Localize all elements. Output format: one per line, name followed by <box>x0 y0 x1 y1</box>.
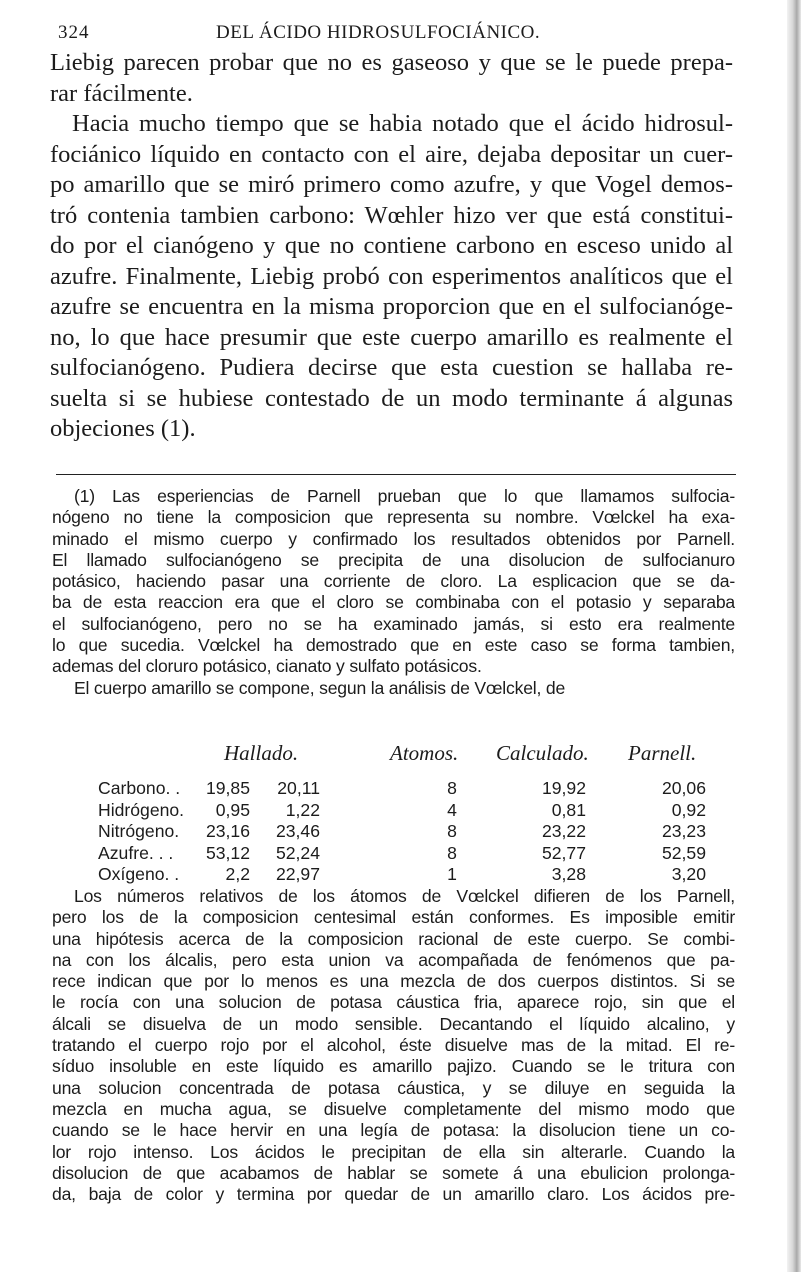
running-title: DEL ÁCIDO HIDROSULFOCIÁNICO. <box>216 22 541 43</box>
cell-calculado: 23,22 <box>541 821 586 841</box>
footnote-line: da, baja de color y termina por quedar de un amarillo claro. Los ácidos pre- <box>52 1184 735 1205</box>
row-label: Oxígeno. . <box>98 864 180 884</box>
cell-hallado-2: 23,46 <box>275 821 320 841</box>
footnote-line: álcali se disuelva de un modo sensible. Decantando el líquido alcalino, y <box>52 1013 735 1034</box>
cell-atomos: 8 <box>447 821 457 841</box>
cell-parnell: 23,23 <box>661 821 706 841</box>
cell-parnell: 3,20 <box>671 864 706 884</box>
footnote-line: El cuerpo amarillo se compone, segun la análisis de Vœlckel, de <box>74 677 566 698</box>
row-label: Hidrógeno. <box>98 799 185 820</box>
cell-hallado-2: 52,24 <box>275 842 320 863</box>
footnote-line: ba de esta reaccion era que el cloro se combinaba con el potasio y separaba <box>52 592 735 613</box>
main-line: do por el cianógeno y que no contiene carbono en esceso unido al <box>50 232 733 259</box>
footnote-divider <box>56 474 736 475</box>
footnote-line: síduo insoluble en este líquido es amarillo pajizo. Cuando se le tritura con <box>52 1056 735 1077</box>
footnote-line: una solucion concentrada de potasa cáustica, y se diluye en seguida la <box>52 1077 735 1098</box>
main-line: Hacia mucho tiempo que se habia notado que el ácido hidrosul- <box>72 110 733 137</box>
footnote-line: na con los álcalis, pero esta union va acompañada de fenómenos que pa- <box>52 949 735 970</box>
col-header-parnell: Parnell. <box>628 741 697 765</box>
page-edge-shadow <box>787 0 801 1272</box>
footnote-line: lor rojo intenso. Los ácidos le precipitan de ella sin alterarle. Cuando la <box>52 1141 735 1162</box>
footnote-line: rece indican que por lo menos es una mezcla de dos cuerpos distintos. Si se <box>52 971 735 992</box>
row-label: Azufre. . . <box>98 842 174 863</box>
cell-calculado: 19,92 <box>541 778 586 798</box>
cell-parnell: 0,92 <box>671 799 706 820</box>
page-number: 324 <box>58 22 90 43</box>
cell-hallado-2: 20,11 <box>277 778 320 798</box>
main-line: rar fácilmente. <box>50 79 193 107</box>
table-row <box>46 778 729 800</box>
row-label: Carbono. . <box>98 778 181 798</box>
main-line: po amarillo que se miró primero como azufre, y que Vogel demos- <box>50 171 733 198</box>
footnote-line: le rocía con una solucion de potasa cáustica fria, aparece rojo, sin que el <box>52 992 735 1013</box>
main-line: suelta si se hubiese contestado de un modo terminante á algunas <box>50 384 733 412</box>
footnote-line: pero los de la composicion centesimal están conformes. Es imposible emitir <box>52 907 735 928</box>
cell-hallado-1: 19,85 <box>205 778 250 798</box>
table-row <box>46 864 729 886</box>
footnote-line: potásico, haciendo pasar una corriente de cloro. La esplicacion que se da- <box>52 571 735 592</box>
cell-atomos: 8 <box>447 842 457 863</box>
footnote-line: ademas del cloruro potásico, cianato y sulfato potásicos. <box>52 656 482 677</box>
footnote-line: Los números relativos de los átomos de Vœlckel difieren de los Parnell, <box>74 886 735 906</box>
cell-calculado: 52,77 <box>541 842 586 863</box>
main-line: no, lo que hace presumir que este cuerpo amarillo es realmente el <box>50 323 733 351</box>
cell-hallado-2: 22,97 <box>275 864 320 884</box>
footnote-line: tratando el cuerpo rojo por el alcohol, éste disuelve mas de la mitad. El re- <box>52 1035 735 1056</box>
footnote <box>52 486 735 699</box>
cell-atomos: 4 <box>447 799 457 820</box>
main-line: azufre. Finalmente, Liebig probó con esperimentos analíticos que el <box>50 262 733 290</box>
main-text <box>50 48 733 445</box>
cell-hallado-1: 53,12 <box>205 842 250 863</box>
cell-parnell: 52,59 <box>661 842 706 863</box>
cell-parnell: 20,06 <box>661 778 706 798</box>
footnote-line: nógeno no tiene la composicion que representa su nombre. Vœlckel ha exa- <box>52 507 735 528</box>
cell-atomos: 1 <box>447 864 457 884</box>
footnote-line: lo que sucedia. Vœlckel ha demostrado que en este caso se forma tambien, <box>52 635 735 656</box>
cell-calculado: 3,28 <box>551 864 586 884</box>
footnote-line: mezcla en mucha agua, se disuelve completamente del mismo modo que <box>52 1098 735 1119</box>
table-row <box>46 800 729 822</box>
cell-hallado-1: 2,2 <box>225 864 250 884</box>
main-line: fociánico líquido en contacto con el aire, dejaba depositar un cuer- <box>50 140 733 168</box>
footnote-line: una hipótesis acerca de la composicion racional de este cuerpo. Se combi- <box>52 928 735 949</box>
main-line: azufre se encuentra en la misma proporcion que en el sulfocianóge- <box>50 293 733 320</box>
row-label: Nitrógeno. <box>98 821 180 841</box>
main-line: objeciones (1). <box>50 415 196 442</box>
cell-hallado-2: 1,22 <box>285 799 320 820</box>
footnote-line: el sulfocianógeno, pero no se ha examinado jamás, si esto era realmente <box>52 613 735 634</box>
composition-table <box>46 778 729 886</box>
book-page <box>46 22 766 1262</box>
footnote-line: disolucion de que acabamos de hablar se somete á una ebulicion prolonga- <box>52 1162 735 1183</box>
footnote-line: cuando se le hace hervir en una legía de potasa: la disolucion tiene un co- <box>52 1120 735 1141</box>
footnote-line: El llamado sulfocianógeno se precipita de una disolucion de sulfocianuro <box>52 549 735 570</box>
col-header-hallado: Hallado. <box>224 741 299 765</box>
table-column-headers <box>46 741 729 765</box>
main-line: Liebig parecen probar que no es gaseoso y que se le puede prepa- <box>50 49 733 76</box>
table-row <box>46 821 729 843</box>
footnote-continuation <box>52 886 735 1205</box>
footnote-line: (1) Las esperiencias de Parnell prueban que lo que llamamos sulfocia- <box>74 486 735 506</box>
main-line: tró contenia tambien carbono: Wœhler hizo ver que está constitui- <box>50 201 733 229</box>
main-line: sulfocianógeno. Pudiera decirse que esta cuestion se hallaba re- <box>50 354 733 381</box>
footnote-line: minado el mismo cuerpo y confirmado los resultados obtenidos por Parnell. <box>52 528 735 549</box>
col-header-atomos: Atomos. <box>390 741 459 765</box>
cell-hallado-1: 0,95 <box>215 799 250 820</box>
cell-atomos: 8 <box>447 778 457 798</box>
running-header <box>46 22 726 46</box>
cell-calculado: 0,81 <box>551 799 586 820</box>
cell-hallado-1: 23,16 <box>205 821 250 841</box>
table-row <box>46 843 729 865</box>
col-header-calculado: Calculado. <box>496 741 589 765</box>
